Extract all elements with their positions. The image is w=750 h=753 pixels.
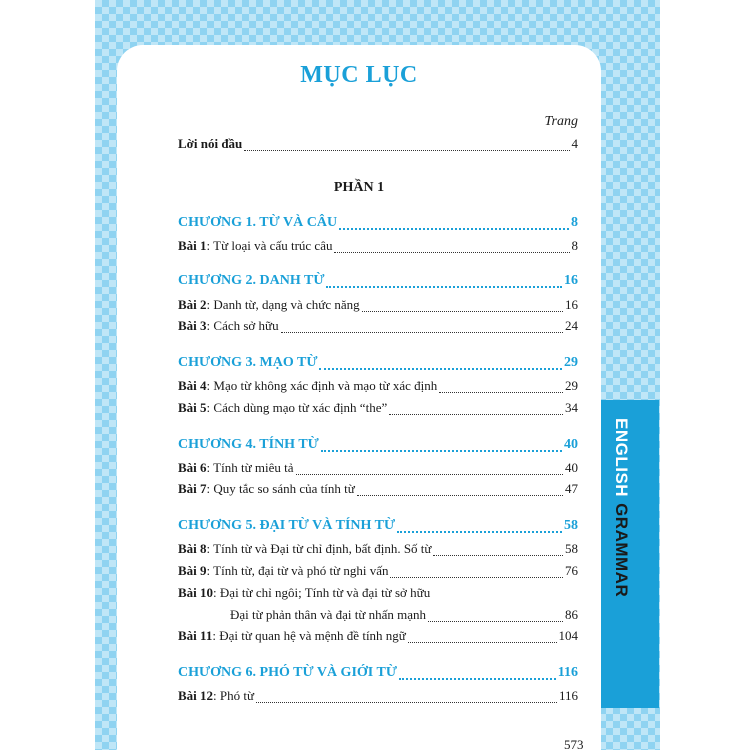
toc-lesson-2[interactable]: [178, 297, 578, 317]
lesson-number: Bài 3: [178, 318, 207, 333]
toc-page-number: 116: [557, 665, 578, 680]
lesson-number: Bài 2: [178, 297, 207, 312]
toc-lesson-10-continued[interactable]: [230, 607, 578, 627]
side-tab-word-grammar: GRAMMAR: [612, 503, 631, 598]
dot-leader: [281, 331, 563, 333]
lesson-number: Bài 10: [178, 585, 214, 600]
dot-leader: [321, 449, 562, 452]
lesson-number: Bài 4: [178, 378, 207, 393]
toc-lesson-6[interactable]: [178, 460, 578, 480]
preface-label: Lời nói đầu: [178, 136, 243, 151]
chapter-title: CHƯƠNG 4. TÍNH TỪ: [178, 437, 319, 452]
dot-leader: [319, 367, 562, 370]
toc-entry-preface[interactable]: [178, 136, 578, 156]
lesson-title: : Quy tắc so sánh của tính từ: [206, 481, 355, 496]
dot-leader: [397, 530, 562, 533]
toc-lesson-4[interactable]: [178, 378, 578, 398]
lesson-title: : Từ loại và cấu trúc câu: [206, 238, 333, 253]
chapter-title: CHƯƠNG 3. MẠO TỪ: [178, 355, 318, 370]
toc-page-number: 24: [565, 318, 578, 333]
chapter-title: CHƯƠNG 5. ĐẠI TỪ VÀ TÍNH TỪ: [178, 518, 396, 533]
toc-lesson-10[interactable]: [178, 585, 578, 605]
toc-lesson-11[interactable]: [178, 628, 578, 648]
chapter-title: CHƯƠNG 1. TỪ VÀ CÂU: [178, 215, 338, 230]
dot-leader: [439, 391, 563, 393]
toc-page-number: 40: [565, 460, 578, 475]
page-column-label: Trang: [544, 114, 578, 129]
toc-chapter-4[interactable]: [178, 437, 578, 457]
toc-page-number: 58: [565, 541, 578, 556]
dot-leader: [339, 227, 569, 230]
toc-lesson-1[interactable]: [178, 238, 578, 258]
toc-page-number: 116: [558, 688, 578, 703]
dot-leader: [390, 576, 563, 578]
side-tab-label: [611, 418, 631, 597]
toc-page-number: 29: [565, 378, 578, 393]
toc-chapter-3[interactable]: [178, 355, 578, 375]
part-heading: PHẦN 1: [333, 180, 385, 195]
lesson-number: Bài 11: [178, 628, 213, 643]
dot-leader: [326, 285, 562, 288]
toc-page-number: 8: [571, 238, 578, 253]
toc-page-number: 47: [565, 481, 578, 496]
toc-page-number: 40: [564, 437, 578, 452]
dot-leader: [296, 473, 563, 475]
toc-chapter-6[interactable]: [178, 665, 578, 685]
lesson-number: Bài 5: [178, 400, 207, 415]
lesson-title: : Tính từ, đại từ và phó từ nghi vấn: [206, 563, 389, 578]
toc-page-number: 104: [558, 628, 578, 643]
page-title: MỤC LỤC: [300, 62, 418, 88]
dot-leader: [256, 701, 557, 703]
lesson-title-continued: Đại từ phản thân và đại từ nhấn mạnh: [230, 607, 427, 622]
lesson-title: : Tính từ và Đại từ chỉ định, bất định. Số từ: [206, 541, 432, 556]
toc-page-number: 34: [565, 400, 578, 415]
toc-lesson-9[interactable]: [178, 563, 578, 583]
page-number: 573: [564, 737, 584, 752]
lesson-title: : Phó từ: [213, 688, 255, 703]
lesson-number: Bài 7: [178, 481, 207, 496]
toc-lesson-3[interactable]: [178, 318, 578, 338]
chapter-title: CHƯƠNG 2. DANH TỪ: [178, 273, 325, 288]
lesson-title: : Mạo từ không xác định và mạo từ xác định: [206, 378, 438, 393]
chapter-title: CHƯƠNG 6. PHÓ TỪ VÀ GIỚI TỪ: [178, 665, 397, 680]
toc-page-number: 16: [565, 297, 578, 312]
side-tab-word-english: ENGLISH: [612, 418, 631, 498]
dot-leader: [357, 494, 563, 496]
toc-page-number: 29: [564, 355, 578, 370]
toc-page-number: 8: [571, 215, 578, 230]
dot-leader: [362, 310, 563, 312]
toc-chapter-2[interactable]: [178, 273, 578, 293]
toc-lesson-12[interactable]: [178, 688, 578, 708]
toc-lesson-5[interactable]: [178, 400, 578, 420]
lesson-title: : Cách dùng mạo từ xác định “the”: [206, 400, 388, 415]
lesson-title: : Tính từ miêu tả: [206, 460, 294, 475]
lesson-number: Bài 6: [178, 460, 207, 475]
toc-page-number: 86: [565, 607, 578, 622]
lesson-title: : Đại từ quan hệ và mệnh đề tính ngữ: [212, 628, 406, 643]
dot-leader: [408, 641, 557, 643]
dot-leader: [428, 620, 563, 622]
lesson-number: Bài 8: [178, 541, 207, 556]
toc-page-number: 4: [571, 136, 578, 151]
toc-lesson-7[interactable]: [178, 481, 578, 501]
dot-leader: [244, 149, 569, 151]
lesson-title: : Đại từ chỉ ngôi; Tính từ và đại từ sở hữu: [213, 585, 431, 600]
toc-chapter-5[interactable]: [178, 518, 578, 538]
dot-leader: [433, 554, 563, 556]
toc-chapter-1[interactable]: [178, 215, 578, 235]
toc-page-number: 58: [564, 518, 578, 533]
lesson-number: Bài 9: [178, 563, 207, 578]
lesson-title: : Danh từ, dạng và chức năng: [206, 297, 360, 312]
dot-leader: [399, 677, 556, 680]
toc-page-number: 16: [564, 273, 578, 288]
lesson-number: Bài 12: [178, 688, 214, 703]
lesson-title: : Cách sở hữu: [206, 318, 279, 333]
dot-leader: [389, 413, 563, 415]
toc-lesson-8[interactable]: [178, 541, 578, 561]
dot-leader: [334, 251, 569, 253]
toc-page-number: 76: [565, 563, 578, 578]
lesson-number: Bài 1: [178, 238, 207, 253]
